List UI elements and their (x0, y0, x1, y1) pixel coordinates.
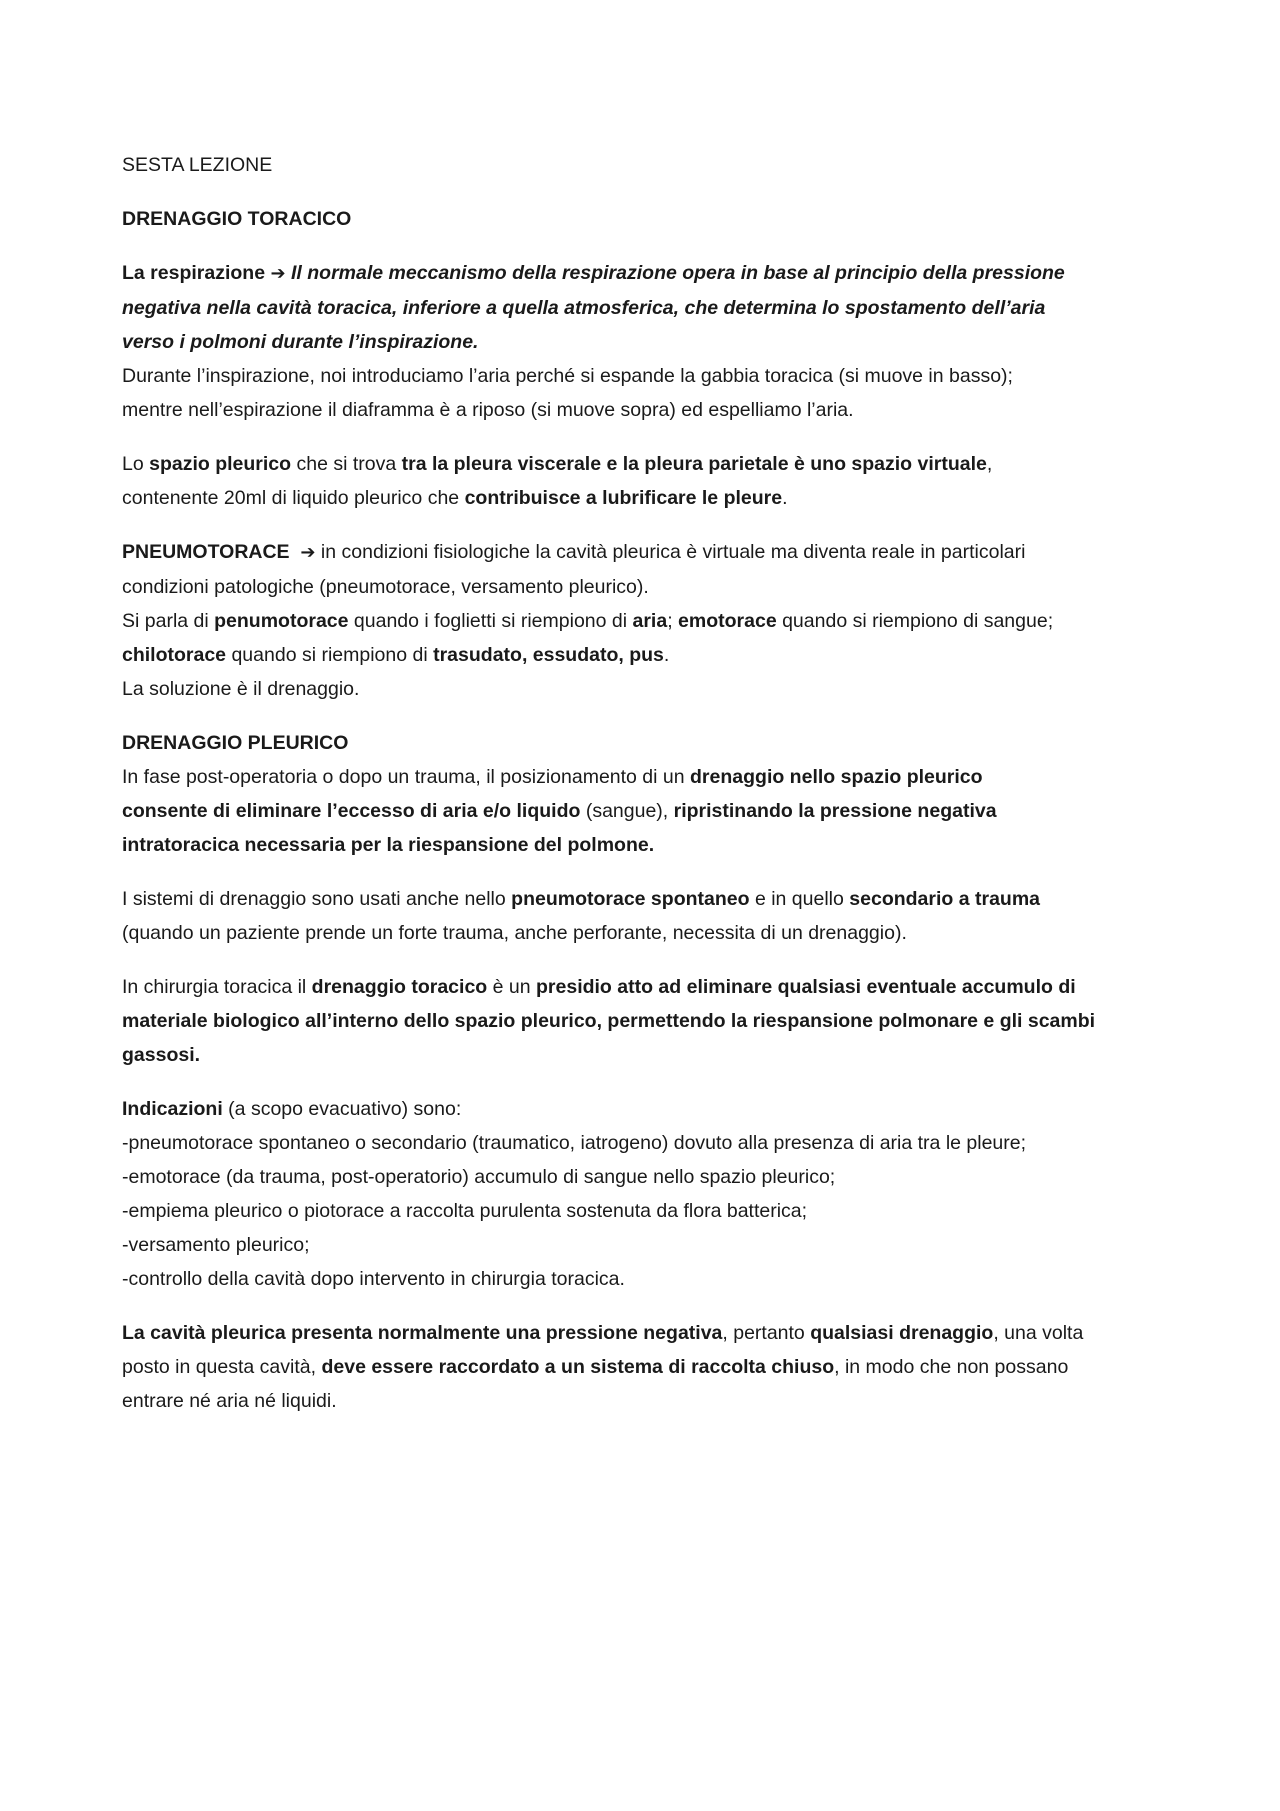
paragraph-spazio-pleurico: Lo spazio pleurico che si trova tra la pleura viscerale e la pleura parietale è uno spazio virtuale, contenente 20ml di liquido pleurico che contribuisce a lubrificare le pleure. (122, 453, 993, 509)
list-item: -empiema pleurico o piotorace a raccolta purulenta sostenuta da flora batterica; (122, 1200, 808, 1222)
list-item: -versamento pleurico; (122, 1234, 310, 1256)
drenaggio-pleurico-heading: DRENAGGIO PLEURICO (122, 732, 349, 754)
list-item: -pneumotorace spontaneo o secondario (traumatico, iatrogeno) dovuto alla presenza di aria tra le pleure; (122, 1132, 1027, 1154)
document-body (122, 148, 1172, 1438)
paragraph-drenaggio-pleurico: DRENAGGIO PLEURICO In fase post-operatoria o dopo un trauma, il posizionamento di un drenaggio nello spazio pleurico consente di eliminare l’eccesso di aria e/o liquido (sangue), ripristinando la pressione negativa intratoracica necessaria per la riespansione del polmone. (122, 726, 1172, 862)
paragraph-indicazioni: Indicazioni (a scopo evacuativo) sono: -pneumotorace spontaneo o secondario (traumatico, iatrogeno) dovuto alla presenza di aria tra le pleure; -emotorace (da trauma, post-operatorio) accumulo di sangue nello spazio pleurico; -empiema pleurico o piotorace a raccolta purulenta sostenuta da flora batterica; -versamento pleurico; -controllo della cavità dopo intervento in chirurgia toracica. (122, 1092, 1172, 1296)
paragraph-respirazione: La respirazione ➔ Il normale meccanismo della respirazione opera in base al principio della pressione negativa nella cavità toracica, inferiore a quella atmosferica, che determina lo spostamento dell’aria verso i polmoni durante l’inspirazione. Durante l’inspirazione, noi introduciamo l’aria perché si espande la gabbia toracica (si muove in basso); mentre nell’espirazione il diaframma è a riposo (si muove sopra) ed espelliamo l’aria. (122, 262, 1065, 421)
arrow-right-icon: ➔ (300, 542, 316, 563)
arrow-right-icon: ➔ (270, 263, 286, 284)
lesson-title: SESTA LEZIONE (122, 154, 273, 176)
pneumotorace-label: PNEUMOTORACE (122, 541, 290, 563)
paragraph-sistemi-drenaggio: I sistemi di drenaggio sono usati anche nello pneumotorace spontaneo e in quello secondario a trauma (quando un paziente prende un forte trauma, anche perforante, necessita di un drenaggio). (122, 888, 1041, 944)
list-item: -emotorace (da trauma, post-operatorio) accumulo di sangue nello spazio pleurico; (122, 1166, 836, 1188)
list-item: -controllo della cavità dopo intervento in chirurgia toracica. (122, 1268, 625, 1290)
respirazione-label: La respirazione (122, 262, 266, 284)
paragraph-pneumotorace: PNEUMOTORACE ➔ in condizioni fisiologiche la cavità pleurica è virtuale ma diventa reale in particolari condizioni patologiche (pneumotorace, versamento pleurico). Si parla di penumotorace quando i foglietti si riempiono di aria; emotorace quando si riempiono di sangue; chilotorace quando si riempiono di trasudato, essudato, pus. La soluzione è il drenaggio. (122, 541, 1054, 700)
paragraph-chirurgia-toracica: In chirurgia toracica il drenaggio toracico è un presidio atto ad eliminare qualsiasi eventuale accumulo di materiale biologico all’interno dello spazio pleurico, permettendo la riespansione polmonare e gli scambi gassosi. (122, 976, 1096, 1066)
paragraph-cavita-pleurica: La cavità pleurica presenta normalmente una pressione negativa, pertanto qualsiasi drenaggio, una volta posto in questa cavità, deve essere raccordato a un sistema di raccolta chiuso, in modo che non possano entrare né aria né liquidi. (122, 1322, 1084, 1412)
indicazioni-label: Indicazioni (122, 1098, 223, 1120)
section-title: DRENAGGIO TORACICO (122, 208, 352, 230)
